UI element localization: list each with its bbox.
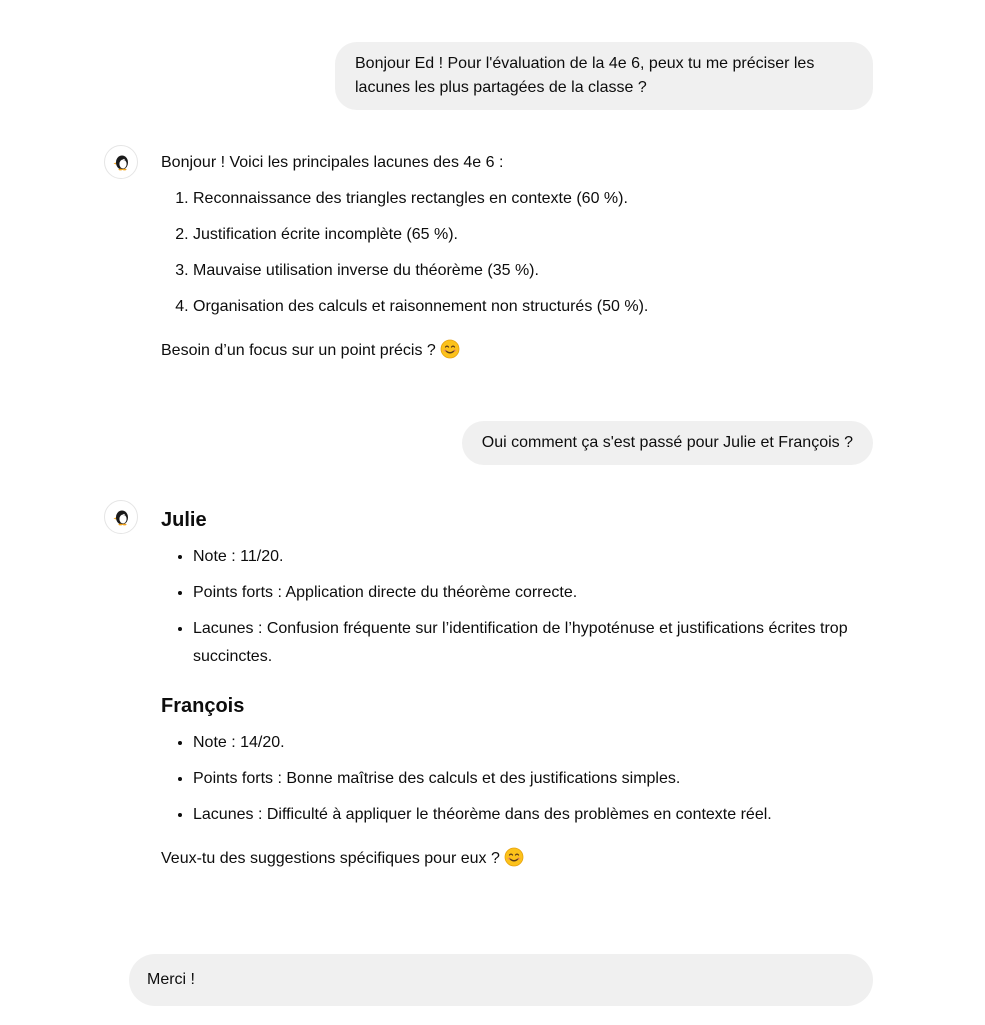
assistant-message (161, 149, 873, 365)
penguin-avatar-icon (111, 152, 131, 172)
list-item: 1. Reconnaissance des triangles rectangles en contexte (60 %). (193, 185, 873, 213)
assistant-message (161, 505, 873, 873)
student-details-list (161, 543, 873, 671)
lacunes-list (161, 185, 873, 321)
list-item: • Points forts : Application directe du théorème correcte. (193, 579, 873, 607)
list-item: • Lacunes : Difficulté à appliquer le théorème dans des problèmes en contexte réel. (193, 801, 873, 829)
list-item: • Points forts : Bonne maîtrise des calculs et des justifications simples. (193, 765, 873, 793)
student-heading: François (161, 695, 245, 717)
assistant-intro-text: Bonjour ! Voici les principales lacunes des 4e 6 : (161, 154, 504, 171)
assistant-closing-text: Veux-tu des suggestions spécifiques pour eux ? (161, 850, 500, 867)
smiling-face-emoji-icon (440, 339, 460, 359)
user-message-bubble (462, 421, 873, 465)
student-details-list (161, 729, 873, 829)
user-message-text: Bonjour Ed ! Pour l'évaluation de la 4e 6, peux tu me préciser les lacunes les plus partagées de la classe ? (355, 55, 815, 96)
list-item: • Note : 11/20. (193, 543, 873, 571)
list-item: • Lacunes : Confusion fréquente sur l’identification de l’hypoténuse et justifications écrites trop succinctes. (193, 615, 873, 671)
penguin-avatar-icon (111, 507, 131, 527)
list-item: 2. Justification écrite incomplète (65 %). (193, 221, 873, 249)
list-item: • Note : 14/20. (193, 729, 873, 757)
assistant-closing (161, 337, 873, 365)
smiling-face-emoji-icon (504, 847, 524, 867)
list-item: 3. Mauvaise utilisation inverse du théorème (35 %). (193, 257, 873, 285)
assistant-closing-text: Besoin d’un focus sur un point précis ? (161, 342, 436, 359)
assistant-avatar (104, 145, 138, 179)
student-heading: Julie (161, 509, 207, 531)
assistant-avatar (104, 500, 138, 534)
assistant-closing (161, 845, 873, 873)
message-input-bar[interactable] (129, 954, 873, 1006)
user-message-bubble (335, 42, 873, 110)
list-item: 4. Organisation des calculs et raisonnement non structurés (50 %). (193, 293, 873, 321)
message-input[interactable]: Merci ! (147, 971, 195, 988)
user-message-text: Oui comment ça s'est passé pour Julie et François ? (481, 434, 853, 451)
